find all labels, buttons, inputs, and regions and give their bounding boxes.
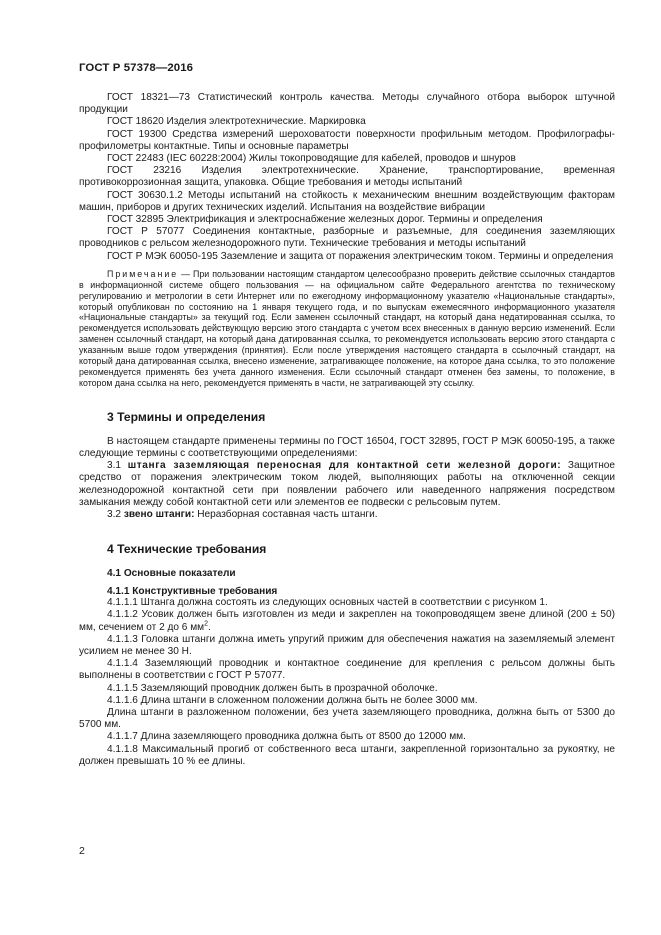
note-text: — При пользовании настоящим стандартом целесообразно проверить действие ссылочных стандартов в информационной системе общего пользования — на официальном сайте Федерального агентства по техническому регулированию и метрологии в сети Интернет или по ежегодному информационному указателю «Национальные стандарты», который опубликован по состоянию на 1 января текущего года, и по выпускам ежемесячного информационного указателя «Национальные стандарты» за текущий год. Если заменен ссылочный стандарт, на который дана недатированная ссылка, то рекомендуется использовать действующую версию этого стандарта с учетом всех внесенных в данную версию изменений. Если заменен ссылочный стандарт, на который дана датированная ссылка, то рекомендуется использовать версию этого стандарта с указанным выше годом утверждения (принятия). Если после утверждения настоящего стандарта в ссылочный стандарт, на который дана датированная ссылка, внесено изменение, затрагивающее положение, на которое дана ссылка, то это положение рекомендуется применять без учета данного изменения. Если ссылочный стандарт отменен без замены, то положение, в котором дана ссылка на него, рекомендуется применять в части, не затрагивающей эту ссылку. <box>79 268 615 388</box>
para-4-1-1-2-text: 4.1.1.2 Усовик должен быть изготовлен из меди и закреплен на токопроводящем звене длиной (200 ± 50) мм, сечением от 2 до 6 мм <box>79 609 615 633</box>
section-3-title: 3 Термины и определения <box>107 409 266 424</box>
ref-gost-22483: ГОСТ 22483 (IEC 60228:2004) Жилы токопроводящие для кабелей, проводов и шнуров <box>107 153 516 165</box>
subsection-4-1: 4.1 Основные показатели <box>107 568 236 580</box>
section-3-intro: В настоящем стандарте применены термины по ГОСТ 16504, ГОСТ 32895, ГОСТ Р МЭК 60050-195, а также следующие термины с соответствующими определениями: <box>79 435 615 460</box>
term-3-1-num: 3.1 <box>107 460 128 472</box>
ref-gost-18620: ГОСТ 18620 Изделия электротехнические. Маркировка <box>107 116 366 128</box>
para-4-1-1-7: 4.1.1.7 Длина заземляющего проводника должна быть от 8500 до 12000 мм. <box>107 731 466 743</box>
para-4-1-1-4: 4.1.1.4 Заземляющий проводник и контактное соединение для крепления с рельсом должны быть выполнены в соответствии с ГОСТ Р 57077. <box>79 658 615 682</box>
note-label: Примечание <box>107 268 179 279</box>
term-3-1-def: Защитное средство от поражения электрическим током людей, выполняющих работы на отключенной секции железнодорожной контактной сети при появлении рабочего или наведенного напряжения посредством замыкания между собой контактной сети или элементов ее подвески с рельсовым путем. <box>79 460 616 508</box>
para-4-1-1-2-end: . <box>208 621 211 633</box>
page-number: 2 <box>79 845 85 857</box>
ref-gost-23216: ГОСТ 23216 Изделия электротехнические. Хранение, транспортирование, временная противокоррозионная защита, упаковка. Общие требования и методы испытаний <box>79 165 615 189</box>
para-4-1-1-5: 4.1.1.5 Заземляющий проводник должен быть в прозрачной оболочке. <box>107 682 438 694</box>
term-3-2-term: звено штанги: <box>123 509 195 521</box>
ref-gost-r-57077: ГОСТ Р 57077 Соединения контактные, разборные и разъемные, для соединения заземляющих проводников с рельсом железнодорожного пути. Технические требования и методы испытаний <box>79 226 615 250</box>
ref-gost-18321: ГОСТ 18321—73 Статистический контроль качества. Методы случайного отбора выборок штучной продукции <box>79 92 615 116</box>
para-4-1-1-8: 4.1.1.8 Максимальный прогиб от собственного веса штанги, закрепленной горизонтально за рукоятку, не должен превышать 10 % ее длины. <box>79 743 615 767</box>
ref-gost-19300: ГОСТ 19300 Средства измерений шероховатости поверхности профильным методом. Профилографы-профилометры контактные. Типы и основные параметры <box>79 128 615 152</box>
page-header: ГОСТ Р 57378—2016 <box>79 62 194 74</box>
para-4-1-1-2-sup: 2 <box>204 620 209 628</box>
ref-gost-32895: ГОСТ 32895 Электрификация и электроснабжение железных дорог. Термины и определения <box>107 214 543 226</box>
note-paragraph <box>79 269 615 389</box>
para-4-1-1-2 <box>79 609 615 633</box>
term-3-1-term: штанга заземляющая переносная для контактной сети железной дороги: <box>127 460 562 472</box>
para-4-1-1-6: 4.1.1.6 Длина штанги в сложенном положении должна быть не более 3000 мм. <box>107 694 478 706</box>
term-3-1 <box>79 460 615 509</box>
term-3-2-def: Неразборная составная часть штанги. <box>194 509 378 521</box>
para-4-1-1-1: 4.1.1.1 Штанга должна состоять из следующих основных частей в соответствии с рисунком 1. <box>107 597 548 609</box>
section-4-title: 4 Технические требования <box>107 542 267 557</box>
para-4-1-1-3: 4.1.1.3 Головка штанги должна иметь упругий прижим для обеспечения нажатия на заземляемый элемент усилием не менее 30 Н. <box>79 633 615 658</box>
page-content <box>79 92 615 768</box>
term-3-2-num: 3.2 <box>107 509 124 521</box>
para-4-1-1-6-cont: Длина штанги в разложенном положении, без учета заземляющего проводника, должна быть от 5300 до 5700 мм. <box>79 707 615 731</box>
ref-gost-r-mek-60050: ГОСТ Р МЭК 60050-195 Заземление и защита от поражения электрическим током. Термины и определения <box>107 250 614 262</box>
term-3-2 <box>79 509 615 521</box>
ref-gost-30630: ГОСТ 30630.1.2 Методы испытаний на стойкость к механическим внешним воздействующим факторам машин, приборов и других технических изделий. Испытания на воздействие вибрации <box>79 189 615 213</box>
subsection-4-1-1: 4.1.1 Конструктивные требования <box>107 586 278 598</box>
